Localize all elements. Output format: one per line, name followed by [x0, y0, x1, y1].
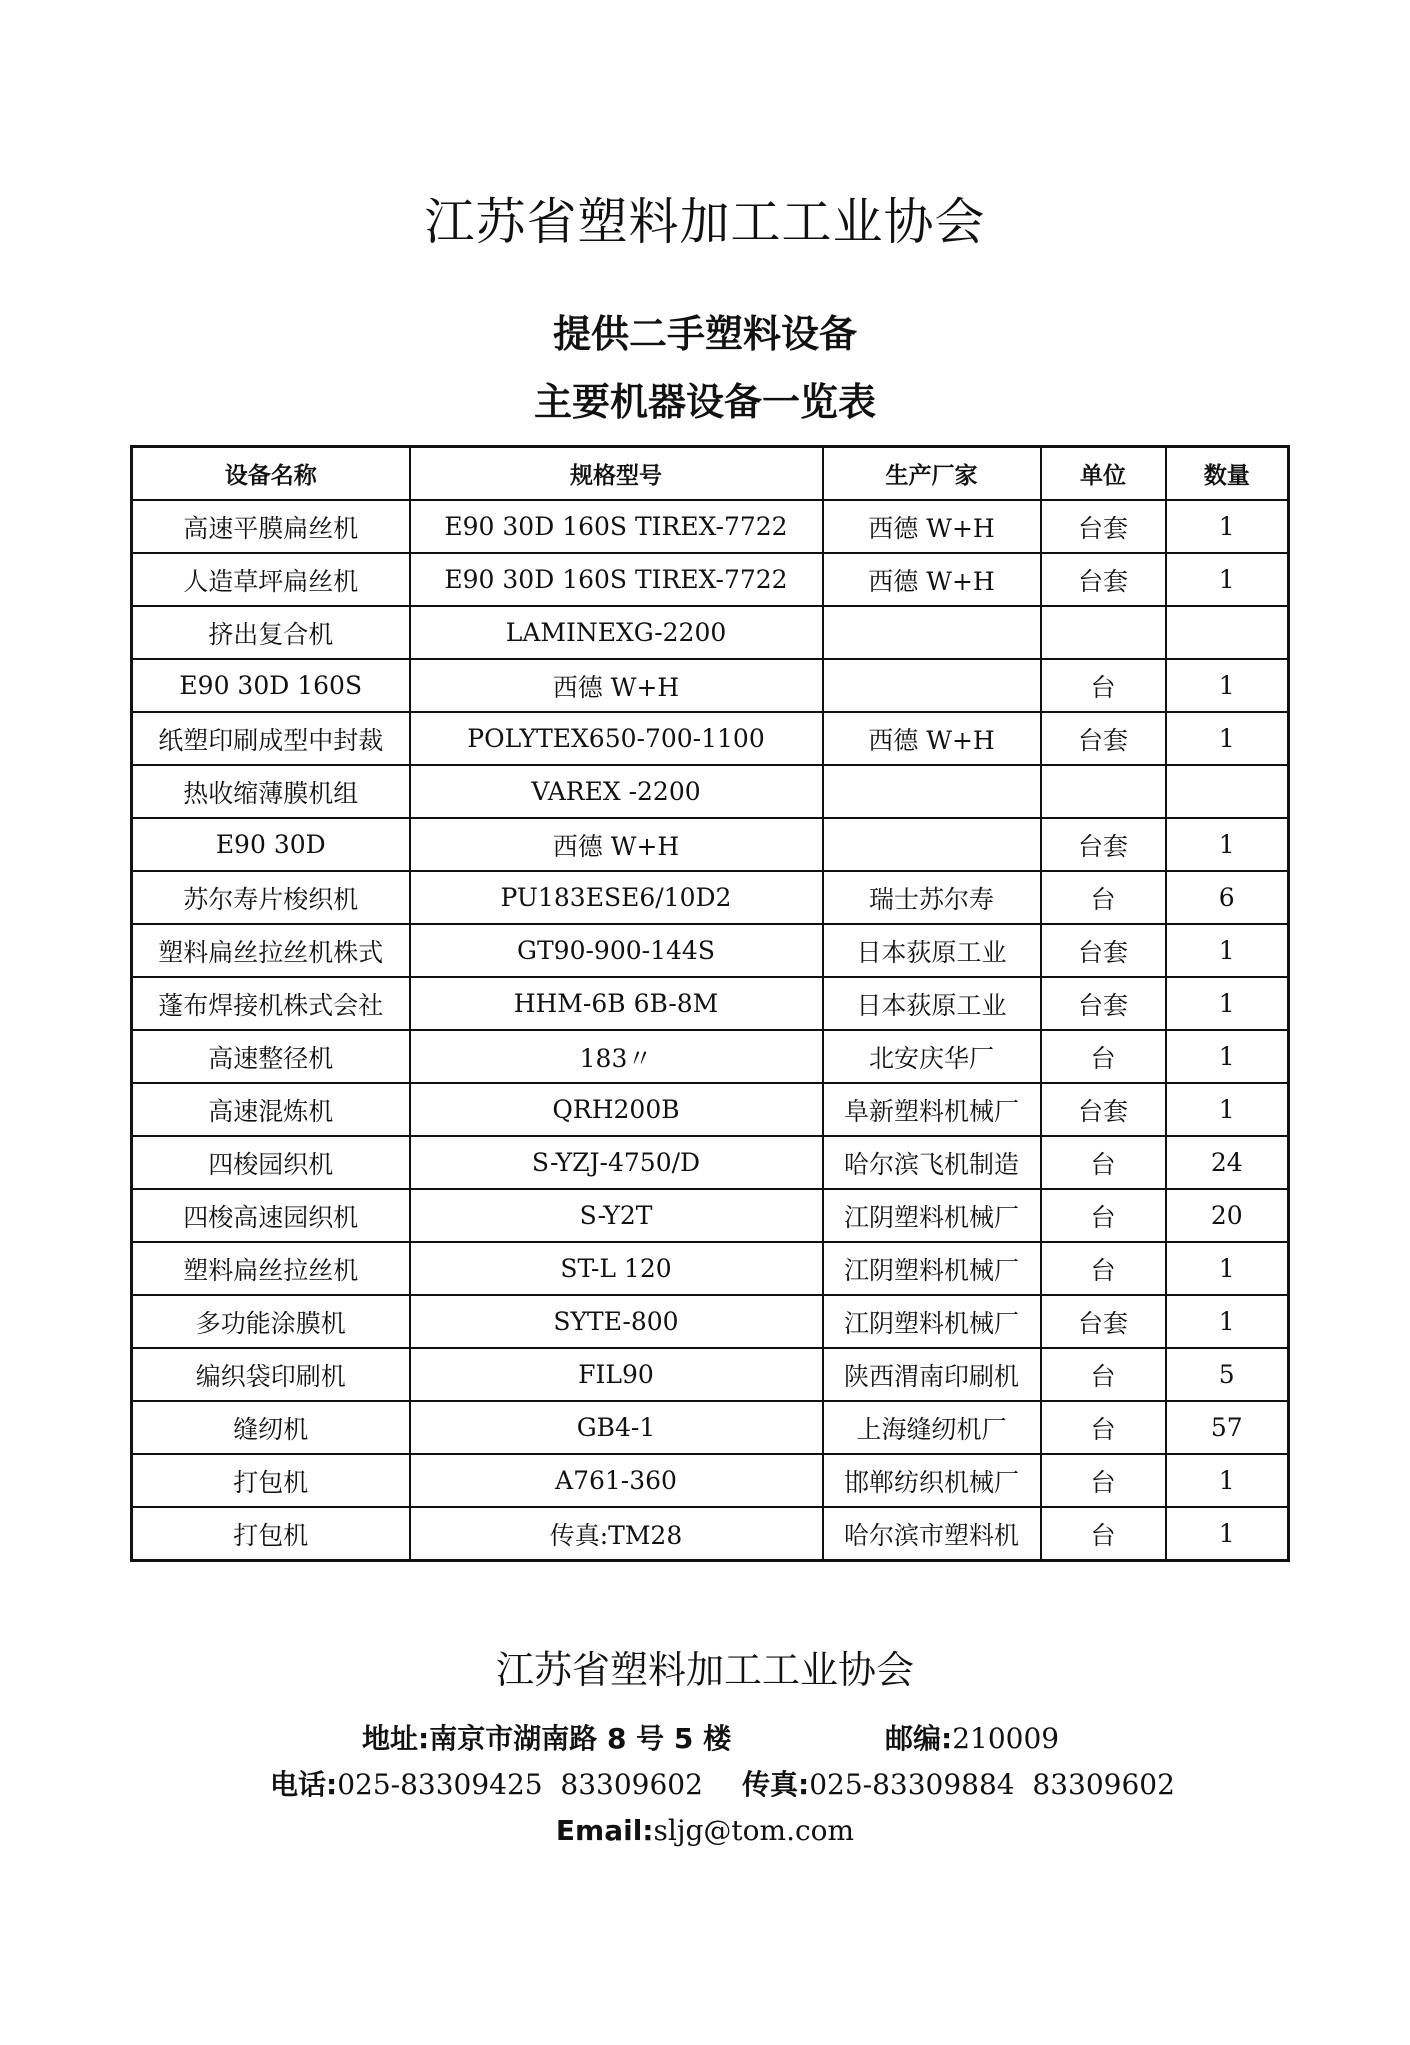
column-header: 规格型号	[410, 447, 823, 501]
table-cell	[1041, 765, 1166, 818]
table-cell: ST-L 120	[410, 1242, 823, 1295]
table-cell: 瑞士苏尔寿	[823, 871, 1041, 924]
table-cell: 高速平膜扁丝机	[132, 500, 410, 553]
table-cell: 1	[1166, 712, 1289, 765]
table-cell: 1	[1166, 1030, 1289, 1083]
address-value: 南京市湖南路 8 号 5 楼	[429, 1722, 732, 1755]
table-cell: 缝纫机	[132, 1401, 410, 1454]
table-cell: 台	[1041, 1454, 1166, 1507]
table-cell: 传真:TM28	[410, 1507, 823, 1561]
table-cell: GT90-900-144S	[410, 924, 823, 977]
table-cell: 打包机	[132, 1454, 410, 1507]
page-title: 江苏省塑料加工工业协会	[424, 193, 986, 251]
fax-label: 传真:	[742, 1768, 810, 1801]
table-cell: 1	[1166, 659, 1289, 712]
table-row	[132, 1295, 1289, 1348]
table-cell: 西德 W+H	[823, 500, 1041, 553]
column-header: 数量	[1166, 447, 1289, 501]
table-row	[132, 1454, 1289, 1507]
table-cell: 人造草坪扁丝机	[132, 553, 410, 606]
table-cell: 四梭高速园织机	[132, 1189, 410, 1242]
table-cell: 1	[1166, 1083, 1289, 1136]
table-row	[132, 1401, 1289, 1454]
table-row	[132, 500, 1289, 553]
zip-line	[885, 1722, 1059, 1756]
equipment-table	[130, 445, 1290, 1562]
table-cell: E90 30D	[132, 818, 410, 871]
table-cell: 多功能涂膜机	[132, 1295, 410, 1348]
table-cell: 西德 W+H	[410, 818, 823, 871]
table-cell	[1166, 606, 1289, 659]
table-cell: 台	[1041, 1401, 1166, 1454]
table-cell: POLYTEX650-700-1100	[410, 712, 823, 765]
table-cell: 江阴塑料机械厂	[823, 1295, 1041, 1348]
table-cell: 台套	[1041, 1083, 1166, 1136]
table-cell: 江阴塑料机械厂	[823, 1242, 1041, 1295]
table-cell: HHM-6B 6B-8M	[410, 977, 823, 1030]
table-cell: 塑料扁丝拉丝机	[132, 1242, 410, 1295]
table-cell: 1	[1166, 924, 1289, 977]
table-cell: 1	[1166, 553, 1289, 606]
table-cell	[1166, 765, 1289, 818]
table-row	[132, 871, 1289, 924]
table-cell: 1	[1166, 1242, 1289, 1295]
table-cell: 哈尔滨市塑料机	[823, 1507, 1041, 1561]
table-cell	[823, 659, 1041, 712]
table-cell: 北安庆华厂	[823, 1030, 1041, 1083]
table-cell: 台套	[1041, 924, 1166, 977]
table-row	[132, 765, 1289, 818]
table-cell: 塑料扁丝拉丝机株式	[132, 924, 410, 977]
table-cell: 西德 W+H	[823, 712, 1041, 765]
email-label: Email:	[555, 1814, 654, 1847]
table-cell: 台套	[1041, 500, 1166, 553]
table-cell: 20	[1166, 1189, 1289, 1242]
table-cell: 183〃	[410, 1030, 823, 1083]
table-cell: GB4-1	[410, 1401, 823, 1454]
table-cell: 江阴塑料机械厂	[823, 1189, 1041, 1242]
table-row	[132, 606, 1289, 659]
table-row	[132, 1189, 1289, 1242]
table-cell: 台	[1041, 1189, 1166, 1242]
page-subtitle: 提供二手塑料设备	[552, 312, 857, 356]
table-cell: 打包机	[132, 1507, 410, 1561]
table-cell: E90 30D 160S	[132, 659, 410, 712]
table-cell	[823, 606, 1041, 659]
table-cell: 陕西渭南印刷机	[823, 1348, 1041, 1401]
table-cell: E90 30D 160S TIREX-7722	[410, 553, 823, 606]
phone-line	[270, 1768, 703, 1802]
table-cell: 挤出复合机	[132, 606, 410, 659]
table-cell: 台套	[1041, 818, 1166, 871]
table-cell: 台	[1041, 1030, 1166, 1083]
table-cell: 蓬布焊接机株式会社	[132, 977, 410, 1030]
table-cell: 高速整径机	[132, 1030, 410, 1083]
zip-value: 210009	[952, 1722, 1060, 1755]
table-cell: 57	[1166, 1401, 1289, 1454]
table-row	[132, 659, 1289, 712]
table-cell: 1	[1166, 977, 1289, 1030]
table-row	[132, 818, 1289, 871]
table-cell: 台	[1041, 1136, 1166, 1189]
table-cell: 5	[1166, 1348, 1289, 1401]
phone-value: 025-83309425 83309602	[337, 1768, 703, 1801]
table-cell: 日本荻原工业	[823, 977, 1041, 1030]
table-cell: VAREX -2200	[410, 765, 823, 818]
table-cell: 台	[1041, 871, 1166, 924]
table-cell: 1	[1166, 1454, 1289, 1507]
table-cell: 邯郸纺织机械厂	[823, 1454, 1041, 1507]
fax-line	[742, 1768, 1175, 1802]
table-cell: 四梭园织机	[132, 1136, 410, 1189]
table-cell: 台套	[1041, 977, 1166, 1030]
table-row	[132, 1136, 1289, 1189]
table-cell: 6	[1166, 871, 1289, 924]
table-cell: 24	[1166, 1136, 1289, 1189]
table-row	[132, 1030, 1289, 1083]
table-cell: 哈尔滨飞机制造	[823, 1136, 1041, 1189]
table-header-row	[132, 447, 1289, 501]
table-cell: 高速混炼机	[132, 1083, 410, 1136]
table-title: 主要机器设备一览表	[533, 380, 876, 424]
table-cell: 台	[1041, 659, 1166, 712]
table-cell: FIL90	[410, 1348, 823, 1401]
column-header: 设备名称	[132, 447, 410, 501]
table-row	[132, 1242, 1289, 1295]
table-cell: 1	[1166, 1295, 1289, 1348]
address-line	[362, 1722, 731, 1756]
phone-label: 电话:	[270, 1768, 338, 1801]
table-cell: S-YZJ-4750/D	[410, 1136, 823, 1189]
table-cell: 西德 W+H	[823, 553, 1041, 606]
zip-label: 邮编:	[885, 1722, 953, 1755]
table-row	[132, 1507, 1289, 1561]
table-cell: 阜新塑料机械厂	[823, 1083, 1041, 1136]
column-header: 生产厂家	[823, 447, 1041, 501]
table-body	[132, 500, 1289, 1561]
table-cell: 台	[1041, 1242, 1166, 1295]
table-cell: LAMINEXG-2200	[410, 606, 823, 659]
table-cell: 台	[1041, 1507, 1166, 1561]
fax-value: 025-83309884 83309602	[809, 1768, 1175, 1801]
footer-org-name: 江苏省塑料加工工业协会	[495, 1648, 914, 1692]
table-cell: 西德 W+H	[410, 659, 823, 712]
table-cell: 上海缝纫机厂	[823, 1401, 1041, 1454]
column-header: 单位	[1041, 447, 1166, 501]
table-cell: QRH200B	[410, 1083, 823, 1136]
table-row	[132, 712, 1289, 765]
table-cell: 日本荻原工业	[823, 924, 1041, 977]
email-line	[0, 1814, 1410, 1848]
table-cell	[823, 818, 1041, 871]
table-cell: SYTE-800	[410, 1295, 823, 1348]
table-row	[132, 1348, 1289, 1401]
table-cell: 1	[1166, 500, 1289, 553]
table-cell: 台套	[1041, 712, 1166, 765]
table-cell: 台套	[1041, 1295, 1166, 1348]
table-cell: 1	[1166, 1507, 1289, 1561]
table-cell: 1	[1166, 818, 1289, 871]
table-cell: 编织袋印刷机	[132, 1348, 410, 1401]
table-cell: S-Y2T	[410, 1189, 823, 1242]
table-cell: A761-360	[410, 1454, 823, 1507]
email-value[interactable]: sljg@tom.com	[653, 1814, 855, 1847]
table-cell	[823, 765, 1041, 818]
table-cell: 台套	[1041, 553, 1166, 606]
table-cell: 热收缩薄膜机组	[132, 765, 410, 818]
table-cell: E90 30D 160S TIREX-7722	[410, 500, 823, 553]
table-row	[132, 1083, 1289, 1136]
address-label: 地址:	[362, 1722, 430, 1755]
table-cell: 苏尔寿片梭织机	[132, 871, 410, 924]
table-cell: 纸塑印刷成型中封裁	[132, 712, 410, 765]
table-row	[132, 924, 1289, 977]
table-cell: PU183ESE6/10D2	[410, 871, 823, 924]
table-cell	[1041, 606, 1166, 659]
table-row	[132, 553, 1289, 606]
table-cell: 台	[1041, 1348, 1166, 1401]
table-row	[132, 977, 1289, 1030]
